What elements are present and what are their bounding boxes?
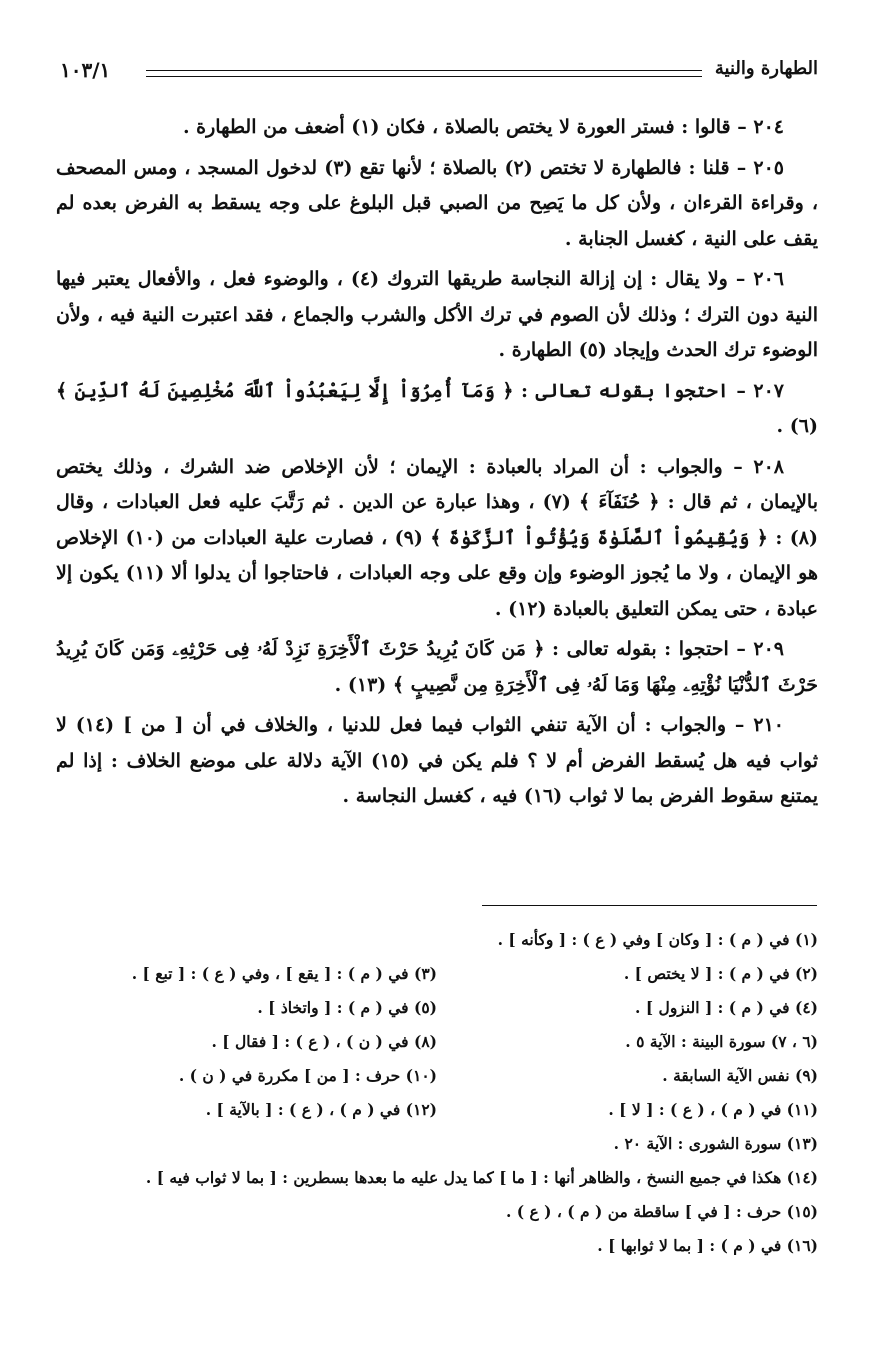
- footnote-15: (١٥) حرف : [ في ] ساقطة من ( م ) ، ( ع ) .: [505, 1202, 818, 1221]
- footnote-12: (١٢) في ( م ) ، ( ع ) : [ بالآية ] .: [205, 1100, 437, 1119]
- footnote-8: (٨) في ( ن ) ، ( ع ) : [ فقال ] .: [211, 1032, 437, 1051]
- footnote-9: (٩) نفس الآية السابقة .: [662, 1066, 818, 1085]
- main-text: [56, 110, 818, 820]
- footnote-1: (١) في ( م ) : [ وكان ] وفي ( ع ) : [ وكأنه ] .: [497, 930, 818, 949]
- header-double-rule: [146, 70, 702, 77]
- paragraph-208: ٢٠٨ – والجواب : أن المراد بالعبادة : الإيمان ؛ لأن الإخلاص ضد الشرك ، وذلك يختص بالإيمان ، ثم قال : ﴿ حُنَفَآءَ ﴾ (٧) ، وهذا عبارة عن الدين . ثم رَتَّبَ عليه فعل العبادات ، وقال (٨) : ﴿ وَيُقِيمُواْ ٱلصَّلَوٰةَ وَيُؤْتُواْ ٱلزَّكَوٰةَ ﴾ (٩) ، فصارت علية العبادات من (١٠) الإخلاص هو الإيمان ، ولا ما يُجوز الوضوء وإن وقع على وجه العبادات ، فاحتاجوا أن يدلوا ألا (١١) يكون إلا عبادة ، حتى يمكن التعليق بالعبادة (١٢) .: [56, 455, 819, 620]
- paragraph-204: ٢٠٤ – قالوا : فستر العورة لا يختص بالصلاة ، فكان (١) أضعف من الطهارة .: [182, 116, 784, 138]
- running-header: [60, 58, 818, 90]
- footnote-5: (٥) في ( م ) : [ واتخاذ ] .: [257, 998, 437, 1017]
- footnote-2: (٢) في ( م ) : [ لا يختص ] .: [623, 964, 818, 983]
- footnote-13: (١٣) سورة الشورى : الآية ٢٠ .: [613, 1134, 818, 1153]
- footnote-6-7: (٦ ، ٧) سورة البينة : الآية ٥ .: [625, 1032, 818, 1051]
- paragraph-209: ٢٠٩ – احتجوا : بقوله تعالى : ﴿ مَن كَانَ يُرِيدُ حَرْثَ ٱلْأَخِرَةِ نَزِدْ لَهُۥ فِى حَرْثِهِۦ وَمَن كَانَ يُرِيدُ حَرْثَ ٱلدُّنْيَا نُؤْتِهِۦ مِنْهَا وَمَا لَهُۥ فِى ٱلْأَخِرَةِ مِن نَّصِيبٍ ﴾ (١٣) .: [56, 638, 818, 696]
- footnote-14: (١٤) هكذا في جميع النسخ ، والظاهر أنها : [ ما ] كما يدل عليه ما بعدها بسطرين : [ بما لا ثواب فيه ] .: [145, 1168, 818, 1187]
- page-number: ١٠٣/١: [60, 58, 111, 82]
- footnotes: [56, 923, 818, 1263]
- paragraph-206: ٢٠٦ – ولا يقال : إن إزالة النجاسة طريقها التروك (٤) ، والوضوء فعل ، والأفعال يعتبر فيها النية دون الترك ؛ وذلك لأن الصوم في ترك الأكل والشرب والجماع ، فقد اعتبرت النية فيه ، ولأن الوضوء ترك الحدث وإيجاد (٥) الطهارة .: [56, 268, 818, 361]
- footnote-separator: [482, 905, 817, 906]
- footnote-16: (١٦) في ( م ) : [ بما لا ثوابها ] .: [597, 1236, 818, 1255]
- footnote-row: [56, 1025, 818, 1059]
- footnote-10: (١٠) حرف : [ من ] مكررة في ( ن ) .: [178, 1066, 437, 1085]
- paragraph-207: ٢٠٧ – احتجوا بقوله تعالى : ﴿ وَمَآ أُمِرُوٓاْ إِلَّا لِيَعْبُدُواْ ٱللَّهَ مُخْلِصِينَ لَهُ ٱلدِّينَ ﴾ (٦) .: [56, 379, 818, 437]
- footnote-row: [56, 1059, 818, 1093]
- footnote-row: [56, 957, 818, 991]
- paragraph-210: ٢١٠ – والجواب : أن الآية تنفي الثواب فيما فعل للدنيا ، والخلاف في أن [ من ] (١٤) لا ثواب فيه هل يُسقط الفرض أم لا ؟ فلم يكن في (١٥) الآية دلالة على موضع الخلاف : إذا لم يمتنع سقوط الفرض بما لا ثواب (١٦) فيه ، كغسل النجاسة .: [56, 714, 818, 807]
- footnote-3: (٣) في ( م ) : [ يقع ] ، وفي ( ع ) : [ تبع ] .: [131, 964, 437, 983]
- footnote-row: [56, 1093, 818, 1127]
- footnote-4: (٤) في ( م ) : [ النزول ] .: [635, 998, 818, 1017]
- header-title: الطهارة والنية: [714, 58, 818, 79]
- paragraph-205: ٢٠٥ – قلنا : فالطهارة لا تختص (٢) بالصلاة ؛ لأنها تقع (٣) لدخول المسجد ، ومس المصحف ، وقراءة القرءان ، ولأن كل ما يَصِح من الصبي قبل البلوغ على وجه يسقط به الفرض بعده لم يقف على النية ، كغسل الجنابة .: [56, 156, 818, 250]
- footnote-11: (١١) في ( م ) ، ( ع ) : [ لا ] .: [608, 1100, 818, 1119]
- footnote-row: [56, 991, 818, 1025]
